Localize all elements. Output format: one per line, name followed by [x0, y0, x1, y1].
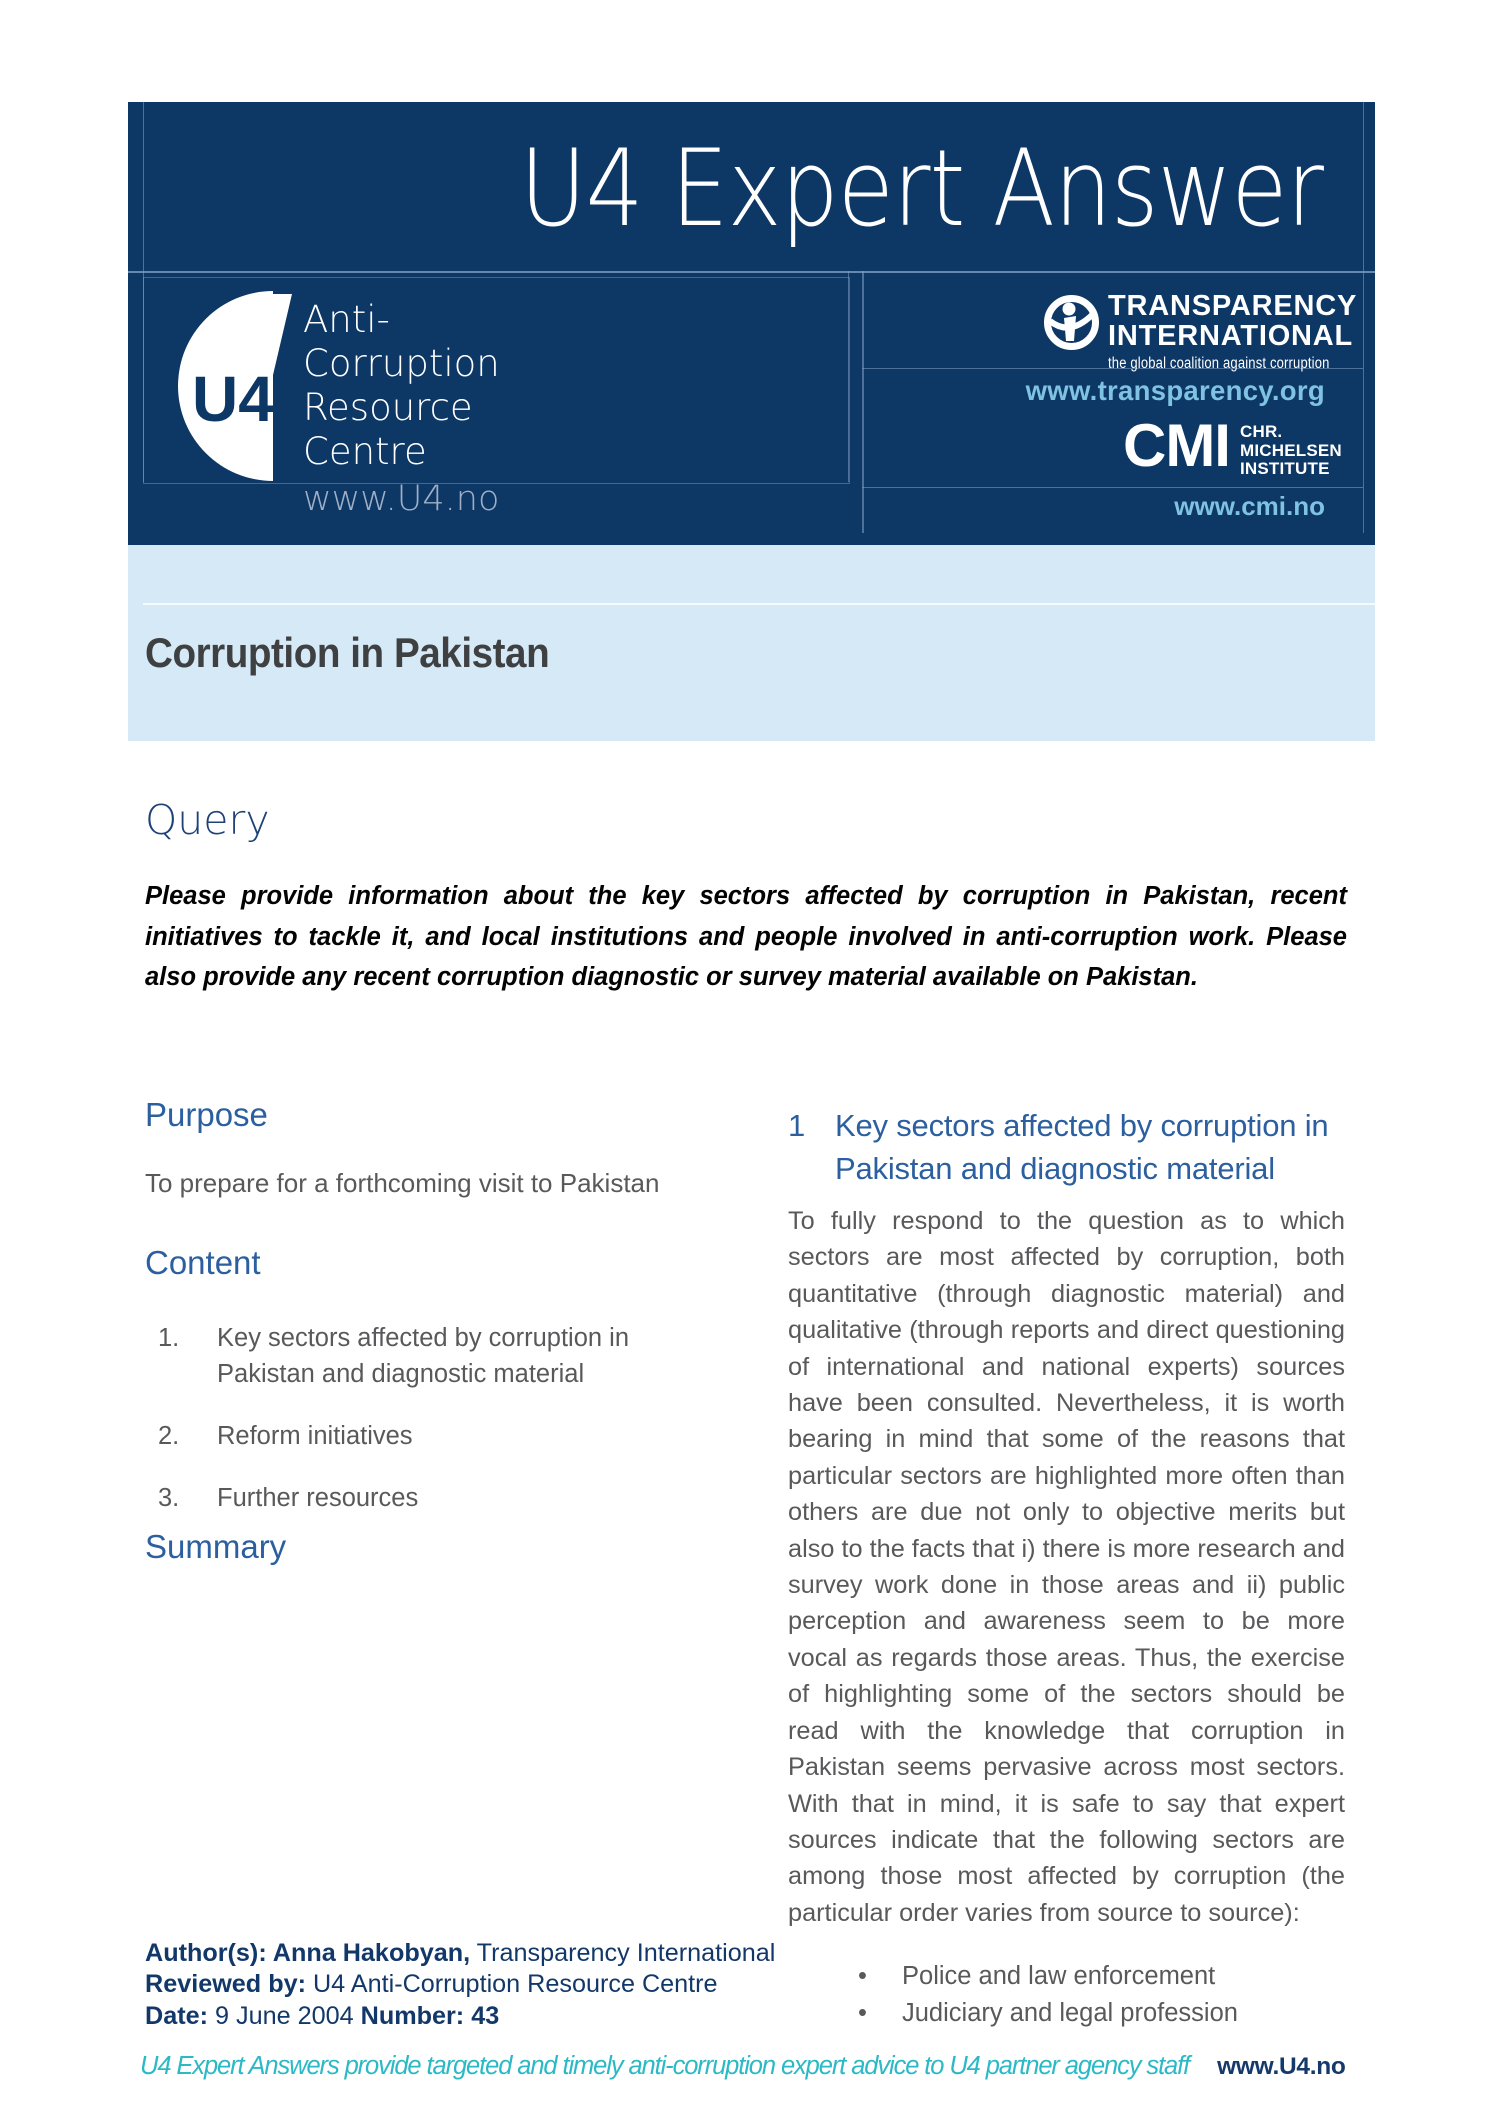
table-of-contents	[158, 1320, 718, 1542]
authors-value: Transparency International	[470, 1939, 776, 1967]
reviewed-line	[145, 1969, 775, 2000]
band-divider-line	[143, 603, 1375, 605]
header-grid-line	[862, 487, 1363, 488]
reviewed-value: U4 Anti-Corruption Resource Centre	[305, 1970, 718, 1999]
purpose-heading: Purpose	[145, 1096, 268, 1133]
toc-item	[158, 1320, 718, 1392]
document-metadata	[145, 1938, 775, 2032]
section-1-title: Key sectors affected by corruption in Pakistan and diagnostic material	[835, 1108, 1329, 1186]
summary-heading: Summary	[145, 1528, 287, 1565]
toc-item-number: 3.	[158, 1484, 180, 1512]
transparency-website-link[interactable]: www.transparency.org	[1025, 375, 1325, 406]
reviewed-label: Reviewed by:	[145, 1970, 306, 1999]
list-item	[858, 1995, 1345, 2032]
query-text: Please provide information about the key sectors affected by corruption in Pakistan, recent initiatives to tackle it, and local institutions and people involved in anti-corruption work. Please also provide any recent corruption diagnostic or survey material available on Pakistan.	[145, 882, 1347, 991]
section-1-paragraph: To fully respond to the question as to which sectors are most affected by corruption, both quantitative (through diagnostic material) and qualitative (through reports and direct questioning of international and national experts) sources have been consulted. Nevertheless, it is worth bearing in mind that some of the reasons that particular sectors are highlighted more often than others are due not only to objective merits but also to the facts that i) there is more research and survey work done in those areas and ii) public perception and awareness seem to be more vocal as regards those areas. Thus, the exercise of highlighting some of the sectors should be read with the knowledge that corruption in Pakistan seems pervasive across most sectors. With that in mind, it is safe to say that expert sources indicate that the following sectors are among those most affected by corruption (the particular order varies from source to source):	[788, 1207, 1345, 1927]
header-divider-line	[128, 271, 1375, 273]
ti-wordmark-line: INTERNATIONAL	[1108, 320, 1354, 352]
toc-item-text: Further resources	[217, 1484, 419, 1512]
u4-org-line: Corruption	[303, 342, 500, 385]
cmi-institute-line: INSTITUTE	[1239, 459, 1330, 478]
u4-org-name	[303, 298, 500, 521]
svg-text:U4: U4	[192, 363, 274, 435]
transparency-international-logo	[1043, 291, 1372, 375]
ti-tagline: the global coalition against corruption	[1108, 355, 1330, 372]
cmi-abbreviation: CMI	[1123, 412, 1230, 479]
header-banner	[128, 102, 1375, 545]
u4-org-line: Centre	[303, 430, 427, 473]
list-item-text: Police and law enforcement	[902, 1962, 1216, 1991]
purpose-text: To prepare for a forthcoming visit to Pakistan	[145, 1168, 660, 1198]
affected-sectors-list	[788, 1958, 1345, 2032]
bottom-tagline: U4 Expert Answers provide targeted and timely anti-corruption expert advice to U4 partner agency staff	[140, 2052, 1190, 2080]
page-title: Corruption in Pakistan	[145, 629, 550, 676]
toc-item-number: 2.	[158, 1422, 180, 1450]
cmi-website-link[interactable]: www.cmi.no	[1174, 491, 1325, 521]
u4-logo-icon	[178, 291, 292, 481]
section-1-number: 1	[788, 1108, 806, 1143]
header-grid-line	[848, 271, 849, 482]
date-label: Date:	[145, 2001, 208, 2030]
header-grid-line	[862, 271, 864, 533]
query-heading: Query	[145, 796, 270, 844]
u4-website-link[interactable]: www.U4.no	[303, 479, 500, 519]
title-band	[128, 545, 1375, 741]
bottom-bar	[140, 2052, 1346, 2081]
date-line	[145, 2001, 775, 2032]
section-1	[788, 1104, 1345, 2032]
toc-item	[158, 1418, 718, 1454]
list-item	[858, 1958, 1345, 1995]
bullet-icon: •	[858, 1962, 867, 1991]
u4-org-line: Resource	[303, 386, 473, 429]
u4-footer-link[interactable]: www.U4.no	[1217, 2053, 1346, 2080]
number-label: Number: 43	[360, 2001, 500, 2030]
banner-title: U4 Expert Answer	[519, 127, 1323, 250]
authors-line	[145, 1938, 775, 1969]
section-1-heading	[788, 1104, 1345, 1190]
authors-label: Author(s): Anna Hakobyan,	[145, 1939, 471, 1967]
cmi-institute-line: CHR.	[1239, 422, 1283, 441]
toc-item	[158, 1480, 718, 1516]
content-heading: Content	[145, 1244, 261, 1281]
date-value: 9 June 2004	[207, 2001, 361, 2030]
toc-item-text: Reform initiatives	[217, 1422, 413, 1450]
ti-wordmark-line: TRANSPARENCY	[1108, 290, 1358, 322]
bullet-icon: •	[858, 1999, 867, 2028]
cmi-logo	[1123, 412, 1342, 479]
transparency-globe-icon	[1043, 294, 1100, 351]
toc-item-text: Key sectors affected by corruption in Pakistan and diagnostic material	[217, 1324, 629, 1388]
list-item-text: Judiciary and legal profession	[902, 1999, 1238, 2028]
cmi-institute-line: MICHELSEN	[1239, 440, 1342, 460]
toc-item-number: 1.	[158, 1324, 180, 1352]
u4-org-line: Anti-	[303, 298, 390, 341]
